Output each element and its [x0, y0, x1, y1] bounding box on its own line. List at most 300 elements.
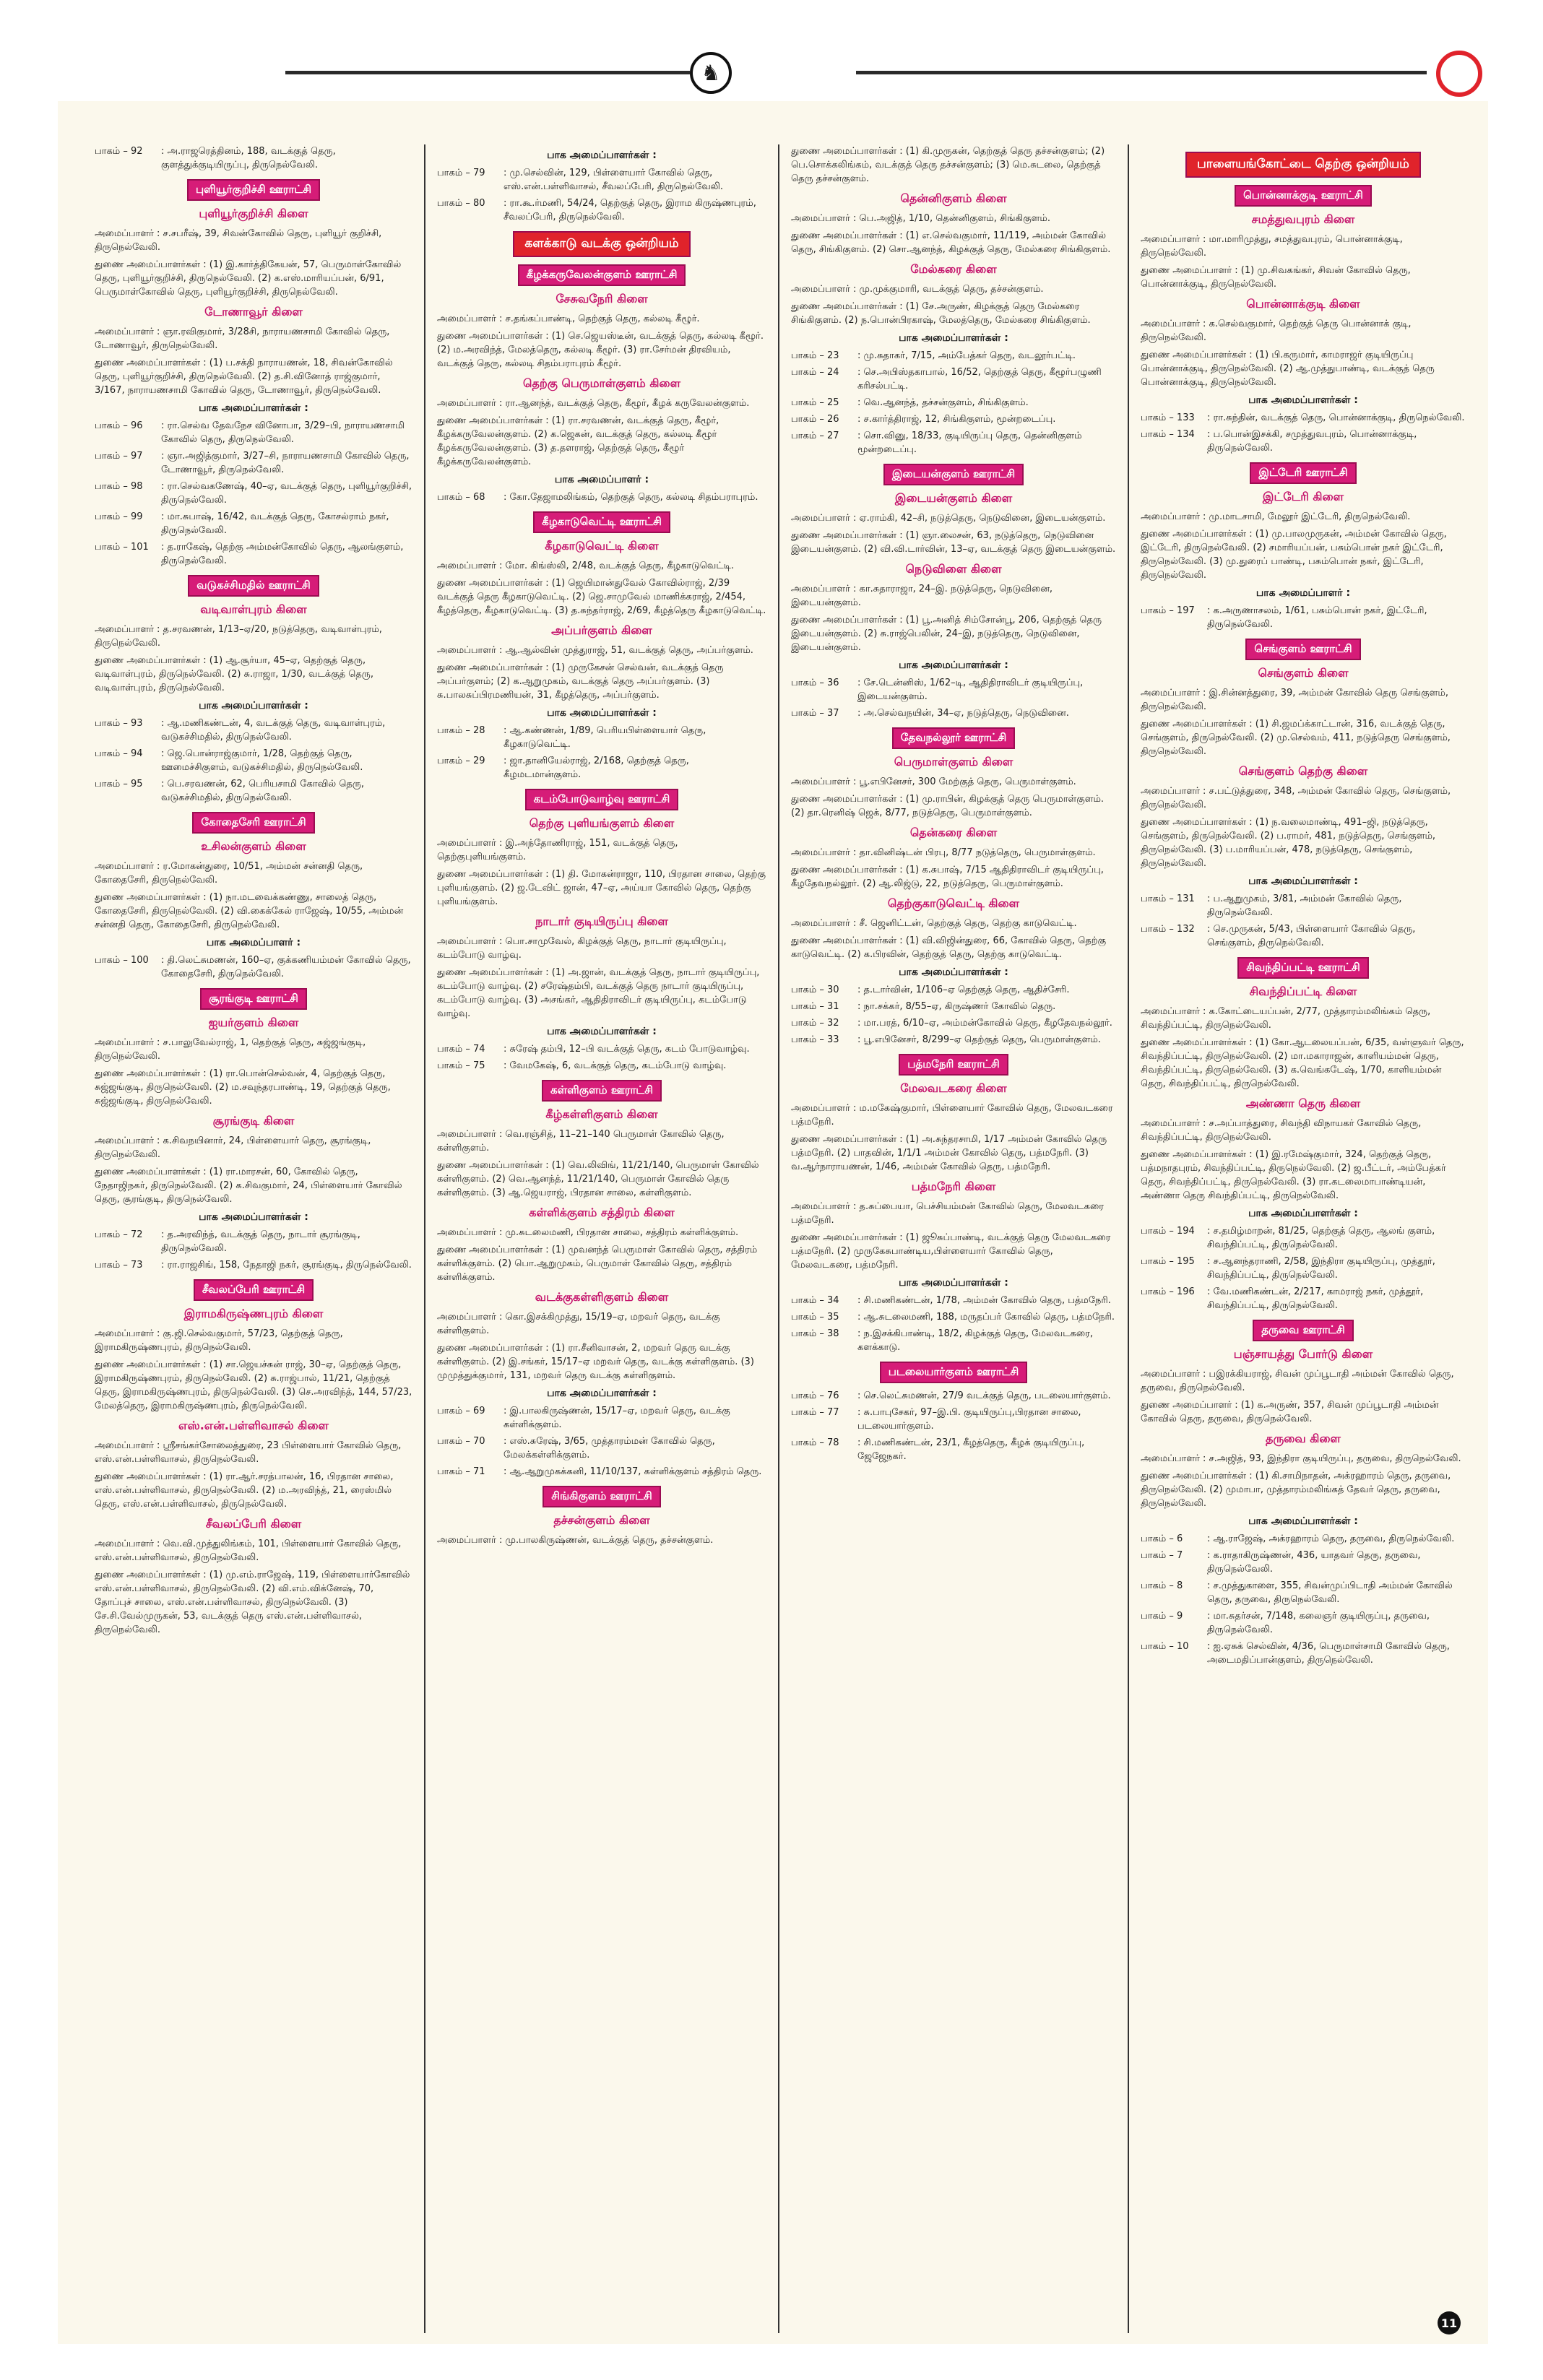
- part-row: [791, 1389, 1116, 1403]
- deputy-organisers-entry: துணை அமைப்பாளர்கள் : (1) முவனந்த் பெருமாள் கோவில் தெரு, சத்திரம் கள்ளிக்குளம். (2) பொ.ஆறுமுகம், பெருமாள் கோவில் தெரு, சத்திரம் கள்ளிக்குளம்.: [437, 1245, 758, 1283]
- part-detail: : க.அருணாசலம், 1/61, பசும்பொன் நகர், இட்டேரி, திருநெல்வேலி.: [1207, 605, 1427, 630]
- part-detail: : மு.செல்வின், 129, பிள்ளையார் கோவில் தெரு, எஸ்.என்.பள்ளிவாசல், சீவலப்பேரி, திருநெல்வேலி.: [503, 168, 724, 192]
- panchayat-badge: சூரங்குடி ஊராட்சி: [200, 988, 307, 1010]
- part-number: பாகம் – 68: [437, 492, 485, 503]
- organiser-entry: அமைப்பாளர் : இ.சின்னத்துரை, 39, அம்மன் கோவில் தெரு செங்குளம், திருநெல்வேலி.: [1141, 688, 1448, 712]
- part-number: பாகம் – 29: [437, 756, 485, 766]
- branch-title: பெருமாள்குளம் கிளை: [894, 755, 1013, 769]
- union-badge: பாளையங்கோட்டை தெற்கு ஒன்றியம்: [1185, 152, 1421, 178]
- organiser-entry: அமைப்பாளர் : ர.மோகன்துரை, 10/51, அம்மன் சன்னதி தெரு, கோதைசேரி, திருநெல்வேலி.: [95, 861, 363, 886]
- part-organisers-heading: பாக அமைப்பாளர்கள் :: [1248, 1515, 1358, 1527]
- panchayat-badge: பத்மநேரி ஊராட்சி: [899, 1054, 1008, 1076]
- part-detail: : ரா.செல்வ தேவநேச வினோபா, 3/29–பி, நாராயணசாமி கோவில் தெரு, திருநெல்வேலி.: [161, 420, 405, 445]
- part-detail: : ஐ.ஏசுக் செல்வின், 4/36, பெருமாள்சாமி கோவில் தெரு, அடைமதிப்பான்குளம், திருநெல்வேலி.: [1207, 1641, 1450, 1666]
- page-header: [0, 0, 1543, 101]
- deputy-organisers-entry: துணை அமைப்பாளர்கள் : (1) நா.மடவைக்கண்ணு, சாலைத் தெரு, கோதைசேரி, திருநெல்வேலி. (2) வி.கைக்கேல் ராஜேஷ், 10/55, அம்மன் சன்னதி தெரு, கோதைசேரி, திருநெல்வேலி.: [95, 892, 404, 930]
- part-number: பாகம் – 7: [1141, 1550, 1183, 1561]
- branch-title: இட்டேரி கிளை: [1262, 490, 1344, 503]
- part-organisers-heading: பாக அமைப்பாளர்கள் :: [1248, 394, 1358, 406]
- part-row: [791, 676, 1116, 704]
- deputy-organisers-entry: துணை அமைப்பாளர்கள் : (1) அ.ஜான், வடக்குத் தெரு, நாடார் குடியிருப்பு, கடம்போடு வாழ்வு. (2) சரேஷ்தம்பி, வடக்குத் தெரு நாடார் குடியிருப்பு, கடம்போடு வாழ்வு. (3) அசங்கர், ஆதிதிராவிடர் குடியிருப்பு, கடம்போடு வாழ்வு.: [437, 967, 760, 1019]
- deputy-organisers-entry: துணை அமைப்பாளர்கள் : (1) முருகேசன் செல்வன், வடக்குத் தெரு அப்பர்குளம்; (2) க.ஆறுமுகம், வடக்குத் தெரு அப்பர்குளம். (3) சு.பாலசுப்பிரமணியன், 31, கீழத்தெரு, அப்பர்குளம்.: [437, 662, 724, 701]
- panchayat-badge: கீழகாடுவெட்டி ஊராட்சி: [533, 511, 670, 533]
- organiser-entry: அமைப்பாளர் : மு.பாலகிருஷ்ணன், வடக்குத் தெரு, தச்சன்குளம்.: [437, 1535, 714, 1546]
- part-number: பாகம் – 8: [1141, 1580, 1183, 1591]
- panchayat-badge: பொன்னாக்குடி ஊராட்சி: [1235, 185, 1372, 207]
- union-badge: களக்காடு வடக்கு ஒன்றியம்: [513, 231, 690, 257]
- part-number: பாகம் – 34: [791, 1295, 839, 1306]
- part-detail: : எஸ்.சுரேஷ், 3/65, முத்தாரம்மன் கோவில் தெரு, மேலக்கள்ளிக்குளம்.: [503, 1436, 715, 1461]
- organiser-entry: அமைப்பாளர் : ஏ.ராம்கி, 42–சி, நடுத்தெரு, நெடுவினை, இடையன்குளம்.: [791, 513, 1106, 524]
- part-detail: : தி.லெட்சுமணன், 160–ஏ, குக்கணியம்மன் கோவில் தெரு, கோதைசேரி, திருநெல்வேலி.: [161, 955, 411, 979]
- panchayat-badge: வடுகச்சிமதில் ஊராட்சி: [188, 575, 319, 597]
- red-ring-icon: [1436, 51, 1482, 97]
- column-4: [1128, 144, 1477, 2333]
- part-row: [95, 540, 412, 568]
- part-detail: : ஜெ.பொன்ராஜ்குமார், 1/28, தெற்குத் தெரு, ஊமைச்சிகுளம், வடுகச்சிமதில், திருநெல்வேலி.: [161, 748, 363, 773]
- panchayat-badge: தேவநல்லூர் ஊராட்சி: [892, 727, 1015, 749]
- deputy-organisers-entry: துணை அமைப்பாளர்கள் : (1) கி.முருகன், தெற்குத் தெரு தச்சன்குளம்; (2) பெ.சொக்கலிங்கம், வடக்குத் தெரு தச்சன்குளம்; (3) மெ.சுடலை, தெற்குத் தெரு தச்சன்குளம்.: [791, 146, 1105, 184]
- organiser-entry: அமைப்பாளர் : பஇரக்கியராஜ், சிவன் முப்பூடாதி அம்மன் கோவில் தெரு, தருவை, திருநெல்வேலி.: [1141, 1369, 1454, 1393]
- part-number: பாகம் – 97: [95, 451, 143, 462]
- part-number: பாகம் – 78: [791, 1437, 839, 1448]
- part-row: [791, 1000, 1116, 1013]
- branch-title: சீவலப்பேரி கிளை: [205, 1517, 302, 1531]
- branch-title: சமத்துவபுரம் கிளை: [1251, 212, 1355, 226]
- organiser-entry: அமைப்பாளர் : த.சுப்பையா, பெச்சியம்மன் கோவில் தெரு, மேலவடகரை பத்மநேரி.: [791, 1201, 1104, 1226]
- deputy-organisers-entry: துணை அமைப்பாளர் : (1) க.அருண், 357, சிவன் முப்பூடாதி அம்மன் கோவில் தெரு, தருவை, திருநெல்வேலி.: [1141, 1400, 1439, 1424]
- part-number: பாகம் – 76: [791, 1390, 839, 1401]
- part-detail: : ரா.கூ.ர்மணி, 54/24, தெற்குத் தெரு, இராம கிருஷ்ணபுரம், சீவலப்பேரி, திருநெல்வேலி.: [503, 198, 756, 222]
- organiser-entry: அமைப்பாளர் : ச.பட்டுத்துரை, 348, அம்மன் கோவில் தெரு, செங்குளம், திருநெல்வேலி.: [1141, 786, 1451, 810]
- part-detail: : ஆ.கண்ணன், 1/89, பெரியபிள்ளையார் தெரு, கீழகாடுவெட்டி.: [503, 725, 706, 750]
- part-detail: : சி.மணிகண்டன், 1/78, அம்மன் கோவில் தெரு, பத்மநேரி.: [857, 1295, 1111, 1306]
- organiser-entry: அமைப்பாளர் : இ.அந்தோணிராஜ், 151, வடக்குத் தெரு, தெற்குபுளியங்குளம்.: [437, 838, 678, 862]
- part-row: [791, 1033, 1116, 1047]
- deputy-organisers-entry: துணை அமைப்பாளர்கள் : (1) மு.ராபின், கிழக்குத் தெரு பெருமாள்குளம். (2) தா.ரெனிஷ் ஜெக், 8/77, நடுத்தெரு, பெருமாள்குளம்.: [791, 794, 1105, 818]
- part-number: பாகம் – 134: [1141, 429, 1195, 440]
- part-detail: : செ.லெட்சுமணன், 27/9 வடக்குத் தெரு, படலையார்குளம்.: [857, 1390, 1111, 1401]
- branch-title: அப்பர்குளம் கிளை: [551, 623, 652, 637]
- part-detail: : அ.செல்வநயின், 34–ஏ, நடுத்தெரு, நெடுவினை.: [857, 708, 1069, 719]
- branch-title: இடையன்குளம் கிளை: [894, 491, 1013, 505]
- part-number: பாகம் – 27: [791, 430, 839, 441]
- part-number: பாகம் – 195: [1141, 1256, 1195, 1267]
- organiser-entry: அமைப்பாளர் : க.சிவநயினார், 24, பிள்ளையார் தெரு, சூரங்குடி, திருநெல்வேலி.: [95, 1135, 371, 1160]
- part-detail: : ச.தமிழ்மாறன், 81/25, தெற்குத் தெரு, ஆலங் குளம், சிவந்திப்பட்டி, திருநெல்வேலி.: [1207, 1226, 1435, 1250]
- header-rule-left: [285, 71, 690, 74]
- branch-title: வடிவாள்புரம் கிளை: [200, 602, 307, 616]
- elephant-logo-icon: ♞: [690, 52, 732, 94]
- panchayat-badge: சிவந்திப்பட்டி ஊராட்சி: [1237, 957, 1369, 979]
- panchayat-badge: இடையன்குளம் ஊராட்சி: [883, 464, 1024, 485]
- part-detail: : சொ.வினு, 18/33, குடியிருப்பு தெரு, தென்னிகுளம் மூன்றடைப்பு.: [857, 430, 1082, 455]
- part-row: [1141, 922, 1466, 950]
- branch-title: தருவை கிளை: [1266, 1432, 1341, 1445]
- branch-title: டோணாவூர் கிளை: [204, 305, 303, 319]
- deputy-organisers-entry: துணை அமைப்பாளர்கள் : (1) கோ.ஆடலையப்பன், 6/35, வள்ளுவர் தெரு, சிவந்திப்பட்டி, திருநெல்வேலி. (2) மா.மகாராஜன், காளியம்மன் தெரு, சிவந்திப்பட்டி, திருநெல்வேலி. (3) க.வெங்கடேஷ், 1/70, காளியம்மன் தெரு, சிவந்திப்பட்டி, திருநெல்வேலி.: [1141, 1037, 1464, 1089]
- organiser-entry: அமைப்பாளர் : ஆ.ஆல்வின் முத்துராஜ், 51, வடக்குத் தெரு, அப்பர்குளம்.: [437, 645, 753, 656]
- branch-title: செங்குளம் தெற்கு கிளை: [1238, 764, 1368, 778]
- part-row: [1141, 1224, 1466, 1252]
- branch-title: தெற்குகாடுவெட்டி கிளை: [887, 896, 1020, 910]
- part-organisers-heading: பாக அமைப்பாளர்கள் :: [199, 1211, 308, 1223]
- column-1: [83, 144, 424, 2333]
- part-number: பாகம் – 100: [95, 955, 149, 966]
- branch-title: கீழகாடுவெட்டி கிளை: [545, 539, 659, 553]
- part-row: [1141, 604, 1466, 631]
- part-number: பாகம் – 6: [1141, 1533, 1183, 1544]
- panchayat-badge: கோதைசேரி ஊராட்சி: [192, 812, 314, 834]
- part-detail: : சே.டென்னிஸ், 1/62–டி, ஆதிதிராவிடர் குடியிருப்பு, இடையன்குளம்.: [857, 678, 1084, 702]
- organiser-entry: அமைப்பாளர் : க.கோட்டையப்பன், 2/77, முத்தாரம்மலிங்கம் தெரு, சிவந்திப்பட்டி, திருநெல்வேலி.: [1141, 1006, 1431, 1031]
- part-detail: : ப.ஆறுமுகம், 3/81, அம்மன் கோவில் தெரு, திருநெல்வேலி.: [1207, 893, 1402, 918]
- part-number: பாகம் – 70: [437, 1436, 485, 1447]
- branch-title: புளியூர்குறிச்சி கிளை: [199, 207, 308, 220]
- part-detail: : சி.மணிகண்டன், 23/1, கீழத்தெரு, கீழக் குடியிருப்பு, ஜேஜேநகர்.: [857, 1437, 1085, 1462]
- branch-title: அண்ணா தெரு கிளை: [1245, 1096, 1361, 1110]
- organiser-entry: அமைப்பாளர் : ச.தங்கப்பாண்டி, தெற்குத் தெரு, கல்லடி கீழூர்.: [437, 313, 700, 324]
- part-number: பாகம் – 26: [791, 414, 839, 425]
- part-row: [437, 1404, 766, 1432]
- part-detail: : த.டார்வின், 1/106–ஏ தெற்குத் தெரு, ஆதிச்சேரி.: [857, 985, 1070, 995]
- part-number: பாகம் – 196: [1141, 1286, 1195, 1297]
- part-detail: : ஆ.சுடலைமணி, 188, மருதப்பர் கோவில் தெரு, பத்மநேரி.: [857, 1312, 1115, 1323]
- part-number: பாகம் – 101: [95, 542, 149, 553]
- part-number: பாகம் – 80: [437, 198, 485, 209]
- part-detail: : சு.பாபுசேகர், 97–இ.பி. குடியிருப்பு,பிரதான சாலை, படலையார்குளம்.: [857, 1407, 1081, 1432]
- page-number: 11: [1438, 2311, 1461, 2334]
- part-detail: : ஆ.மணிகண்டன், 4, வடக்குத் தெரு, வடிவாள்புரம், வடுகச்சிமதில், திருநெல்வேலி.: [161, 718, 386, 743]
- part-detail: : ரா.செல்வகணேஷ், 40–ஏ, வடக்குத் தெரு, புளியூர்குறிச்சி, திருநெல்வேலி.: [161, 481, 412, 506]
- organiser-entry: அமைப்பாளர் : மு.மாடசாமி, மேலூர் இட்டேரி, திருநெல்வேலி.: [1141, 511, 1411, 522]
- part-number: பாகம் – 38: [791, 1328, 839, 1339]
- panchayat-badge: படலையார்குளம் ஊராட்சி: [880, 1362, 1028, 1383]
- part-detail: : ந.இசக்கிபாண்டி, 18/2, கிழக்குத் தெரு, மேலவடகரை, களக்காடு.: [857, 1328, 1094, 1353]
- deputy-organisers-entry: துணை அமைப்பாளர்கள் : (1) செ.ஜெயஸ்டீன், வடக்குத் தெரு, கல்லடி கீழூர். (2) ம.அரவிந்த், மேலத்தெரு, கல்லடி கீழூர். (3) ரா.சேர்மன் திரவியம், வடக்குத் தெரு, கல்லடி சிதம்பராபுரம் கீழூர்.: [437, 331, 764, 369]
- part-row: [437, 196, 766, 224]
- part-detail: : ச.ஆனந்தராணி, 2/58, இந்திரா குடியிருப்பு, முத்தூர், சிவந்திப்பட்டி, திருநெல்வேலி.: [1207, 1256, 1435, 1281]
- part-detail: : ரா.ராஜசிங், 158, நேதாஜி நகர், சூரங்குடி, திருநெல்வேலி.: [161, 1260, 412, 1271]
- part-row: [95, 480, 412, 507]
- deputy-organisers-entry: துணை அமைப்பாளர்கள் : (1) ரா.சீனிவாசன், 2, மறவர் தெரு வடக்கு கள்ளிகுளம். (2) இ.சங்கர், 15/17–ஏ மறவர் தெரு, வடக்கு கள்ளிகுளம். (3) முமுத்துக்குமார், 131, மறவர் தெரு வடக்கு கள்ளிகுளம்.: [437, 1343, 754, 1381]
- part-row: [437, 1465, 766, 1479]
- column-2: [424, 144, 778, 2333]
- part-number: பாகம் – 98: [95, 481, 143, 492]
- part-row: [791, 349, 1116, 363]
- organiser-entry: அமைப்பாளர் : ச.அஜித், 93, இந்திரா குடியிருப்பு, தருவை, திருநெல்வேலி.: [1141, 1453, 1461, 1464]
- part-detail: : க.ராதாகிருஷ்ணன், 436, யாதவர் தெரு, தருவை, திருநெல்வேலி.: [1207, 1550, 1421, 1575]
- branch-title: கள்ளிக்குளம் சத்திரம் கிளை: [529, 1206, 675, 1219]
- part-detail: : இ.பாலகிருஷ்ணன், 15/17–ஏ, மறவர் தெரு, வடக்கு கள்ளிக்குளம்.: [503, 1406, 730, 1430]
- branch-title: பஞ்சாயத்து போர்டு கிளை: [1233, 1347, 1373, 1361]
- part-number: பாகம் – 95: [95, 779, 143, 789]
- part-number: பாகம் – 10: [1141, 1641, 1189, 1652]
- part-row: [437, 1435, 766, 1462]
- part-detail: : ச.கார்த்திராஜ், 12, சிங்கிகுளம், மூன்றடைப்பு.: [857, 414, 1056, 425]
- panchayat-badge: கீழக்கருவேலன்குளம் ஊராட்சி: [518, 264, 686, 286]
- part-row: [1141, 428, 1466, 455]
- part-detail: : வேமகேஷ், 6, வடக்குத் தெரு, கடம்போடு வாழ்வு.: [503, 1060, 727, 1071]
- part-row: [95, 1258, 412, 1272]
- part-row: [95, 449, 412, 477]
- part-detail: : நா.சக்கர், 8/55–ஏ, கிருஷ்ணர் கோவில் தெரு.: [857, 1001, 1056, 1012]
- part-row: [791, 429, 1116, 456]
- deputy-organisers-entry: துணை அமைப்பாளர்கள் : (1) இ.ரமேஷ்குமார், 324, தெற்குத் தெரு, பத்மநாதபுரம், சிவந்திப்பட்டி, திருநெல்வேலி. (2) ஜ.பீட்டர், அம்பேத்கர் தெரு, சிவந்திப்பட்டி, திருநெல்வேலி. (3) ரா.கடலைமாபாண்டியன், அண்ணா தெரு சிவந்திப்பட்டி, திருநெல்வேலி.: [1141, 1149, 1446, 1201]
- part-number: பாகம் – 69: [437, 1406, 485, 1416]
- part-row: [95, 144, 412, 172]
- organiser-entry: அமைப்பாளர் : தா.வினிஷ்டன் பிரபு, 8/77 நடுத்தெரு, பெருமாள்குளம்.: [791, 847, 1096, 858]
- branch-title: மேல்கரை கிளை: [910, 262, 997, 276]
- deputy-organisers-entry: துணை அமைப்பாளர்கள் : (1) ஞா.லைசன், 63, நடுத்தெரு, நெடுவினை இடையன்குளம். (2) வி.வி.டார்வின், 13–ஏ, வடக்குத் தெரு இடையன்குளம்.: [791, 530, 1116, 555]
- deputy-organisers-entry: துணை அமைப்பாளர்கள் : (1) ரா.சரவணன், வடக்குத் தெரு, கீழூர், கீழக்கருவேலன்குளம். (2) க.ஜெகன், வடக்குத் தெரு, கல்லடி கீழூர் கீழக்கருவேலன்குளம். (3) த.தளராஜ், தெற்குத் தெரு, கீழூர் கீழக்கருவேலன்குளம்.: [437, 415, 719, 467]
- deputy-organisers-entry: துணை அமைப்பாளர்கள் : (1) ப.சக்தி நாராயணன், 18, சிவன்கோவில் தெரு, புளியூர்குறிச்சி, திருநெல்வேலி. (2) த.சி.வினோத் ராஜ்குமார், 3/167, நாராயணசாமி கோவில் தெரு, டோணாவூர், திருநெல்வேலி.: [95, 358, 393, 396]
- branch-title: எஸ்.என்.பள்ளிவாசல் கிளை: [178, 1419, 329, 1432]
- part-row: [437, 754, 766, 782]
- part-number: பாகம் – 96: [95, 420, 143, 431]
- part-number: பாகம் – 71: [437, 1466, 485, 1477]
- deputy-organisers-entry: துணை அமைப்பாளர்கள் : (1) ரா.பொன்செல்வன், 4, தெற்குத் தெரு, சுஜ்ஜங்குடி, திருநெல்வேலி. (2) ம.சவுந்தரபாண்டி, 19, தெற்குத் தெரு, சுஜ்ஜங்குடி, திருநெல்வேலி.: [95, 1068, 391, 1107]
- organiser-entry: அமைப்பாளர் : ச.சபரீஷ், 39, சிவன்கோவில் தெரு, புளியூர் குறிச்சி, திருநெல்வேலி.: [95, 228, 382, 253]
- part-row: [791, 1016, 1116, 1030]
- part-number: பாகம் – 79: [437, 168, 485, 178]
- branch-title: பொன்னாக்குடி கிளை: [1246, 297, 1360, 311]
- branch-title: செங்குளம் கிளை: [1258, 666, 1349, 680]
- deputy-organisers-entry: துணை அமைப்பாளர்கள் : (1) ரா.ஆர்.சரத்பாலன், 16, பிரதான சாலை, எஸ்.என்.பள்ளிவாசல், திருநெல்வேலி. (2) ம.அரவிந்த், 21, ரைஸ்மில் தெரு, எஸ்.என்.பள்ளிவாசல், திருநெல்வேலி.: [95, 1471, 394, 1510]
- part-organisers-heading: பாக அமைப்பாளர்கள் :: [899, 966, 1008, 978]
- part-number: பாகம் – 99: [95, 511, 143, 522]
- part-number: பாகம் – 73: [95, 1260, 143, 1271]
- organiser-entry: அமைப்பாளர் : மு.முக்குமாரி, வடக்குத் தெரு, தச்சன்குளம்.: [791, 284, 1044, 295]
- panchayat-badge: சீவலப்பேரி ஊராட்சி: [194, 1279, 314, 1301]
- part-row: [437, 1059, 766, 1073]
- deputy-organisers-entry: துணை அமைப்பாளர்கள் : (1) சி.ஜமப்க்காட்டான், 316, வடக்குத் தெரு, செங்குளம், திருநெல்வேலி. (2) மு.செல்வம், 411, நடுத்தெரு செங்குளம், திருநெல்வேலி.: [1141, 719, 1451, 757]
- part-row: [95, 777, 412, 805]
- deputy-organisers-entry: துணை அமைப்பாளர்கள் : (1) தி. மோகன்ராஜா, 110, பிரதான சாலை, தெற்கு புளியங்குளம். (2) ஜ.டேவிட் ஜான், 47–ஏ, அய்யா கோவில் தெரு, தெற்கு புளியங்குளம்.: [437, 869, 766, 907]
- part-organisers-heading: பாக அமைப்பாளர்கள் :: [1248, 875, 1358, 887]
- branch-title: கீழ்கள்ளிகுளம் கிளை: [545, 1107, 658, 1121]
- part-number: பாகம் – 24: [791, 367, 839, 378]
- part-number: பாகம் – 94: [95, 748, 143, 759]
- part-row: [95, 510, 412, 537]
- part-organisers-heading: பாக அமைப்பாளர்கள் :: [199, 402, 308, 414]
- organiser-entry: அமைப்பாளர் : வெ.ரஞ்சித், 11–21–140 பெருமாள் கோவில் தெரு, கள்ளிகுளம்.: [437, 1129, 725, 1154]
- branch-title: தென்கரை கிளை: [909, 826, 998, 839]
- part-organisers-heading: பாக அமைப்பாளர்கள் :: [547, 1026, 657, 1037]
- part-row: [437, 166, 766, 194]
- part-row: [791, 983, 1116, 997]
- part-number: பாகம் – 92: [95, 146, 143, 157]
- part-organisers-heading: பாக அமைப்பாளர்கள் :: [899, 1277, 1008, 1289]
- part-number: பாகம் – 77: [791, 1407, 839, 1418]
- part-number: பாகம் – 133: [1141, 412, 1195, 423]
- organiser-entry: அமைப்பாளர் : கா.சுதாராஜா, 24–இ. நடுத்தெரு, நெடுவினை, இடையன்குளம்.: [791, 584, 1053, 608]
- part-detail: : ஆ.ராஜேஷ், அக்ரஹாரம் தெரு, தருவை, திருநெல்வேலி.: [1207, 1533, 1455, 1544]
- panchayat-badge: கள்ளிகுளம் ஊராட்சி: [542, 1080, 662, 1102]
- part-detail: : செ.முருகன், 5/43, பிள்ளையார் கோவில் தெரு, செங்குளம், திருநெல்வேலி.: [1207, 924, 1416, 948]
- part-row: [791, 396, 1116, 410]
- part-row: [791, 1436, 1116, 1463]
- part-detail: : வெ.ஆனந்த், தச்சன்குளம், சிங்கிகுளம்.: [857, 397, 1029, 408]
- organiser-entry: அமைப்பாளர் : சீ. ஜெனிட்டன், தெற்குத் தெரு, தெற்கு காடுவெட்டி.: [791, 918, 1077, 929]
- part-number: பாகம் – 72: [95, 1229, 143, 1240]
- organiser-entry: அமைப்பாளர் : மு.சுடலைமணி, பிரதான சாலை, சத்திரம் கள்ளிக்குளம்.: [437, 1227, 739, 1238]
- deputy-organisers-entry: துணை அமைப்பாளர்கள் : (1) ஜெயிமான்துவேல் கோவில்ராஜ், 2/39 வடக்குத் தெரு கீழகாடுவெட்டி. (2) ஜெ.சாமுவேல் மாணிக்கராஜ், 2/454, கீழத்தெரு, கீழகாடுவெட்டி. (3) த.சுந்தர்ராஜ், 2/69, கீழத்தெரு கீழகாடுவெட்டி.: [437, 578, 766, 616]
- part-detail: : பூ.எபினேசர், 8/299–ஏ தெற்குத் தெரு, பெருமாள்குளம்.: [857, 1034, 1101, 1045]
- deputy-organisers-entry: துணை அமைப்பாளர்கள் : (1) அ.சுந்தரசாமி, 1/17 அம்மன் கோவில் தெரு பத்மநேரி. (2) பாதவின், 1/1/1 அம்மன் கோவில் தெரு, பத்மநேரி. (3) வ.ஆர்நாராயணன், 1/46, அம்மன் கோவில் தெரு, பத்மநேரி.: [791, 1134, 1107, 1172]
- part-organisers-heading: பாக அமைப்பாளர் :: [554, 474, 649, 485]
- part-detail: : வே.மணிகண்டன், 2/217, காமராஜ் நகர், முத்தூர், சிவந்திப்பட்டி, திருநெல்வேலி.: [1207, 1286, 1424, 1311]
- part-detail: : ஜா.தானியேல்ராஜ், 2/168, தெற்குத் தெரு, கீழமடமான்குளம்.: [503, 756, 689, 780]
- part-row: [1141, 1532, 1466, 1546]
- deputy-organisers-entry: துணை அமைப்பாளர்கள் : (1) ரா.மாரசன், 60, கோவில் தெரு, நேதாஜிநகர், திருநெல்வேலி. (2) க.சிவகுமார், 24, பிள்ளையார் கோவில் தெரு, சூரங்குடி, திருநெல்வேலி.: [95, 1167, 402, 1205]
- part-row: [1141, 892, 1466, 919]
- part-row: [437, 1042, 766, 1056]
- part-number: பாகம் – 74: [437, 1044, 485, 1055]
- part-row: [791, 412, 1116, 426]
- part-detail: : மா.சுதர்சன், 7/148, கலைஞர் குடியிருப்பு, தருவை, திருநெல்வேலி.: [1207, 1611, 1430, 1635]
- part-row: [791, 706, 1116, 720]
- part-row: [95, 953, 412, 981]
- branch-title: தச்சன்குளம் கிளை: [553, 1513, 650, 1527]
- deputy-organisers-entry: துணை அமைப்பாளர்கள் : (1) ஜூசுப்பாண்டி, வடக்குத் தெரு மேலவடகரை பத்மநேரி. (2) முருகேசுபாண்டிய,பிள்ளையார் கோவில் தெரு, மேலவடகரை, பத்மநேரி.: [791, 1232, 1111, 1271]
- deputy-organisers-entry: துணை அமைப்பாளர்கள் : (1) சா.ஜெயச்சுன் ராஜ், 30–ஏ, தெற்குத் தெரு, இராமகிருஷ்ணபுரம், திருநெல்வேலி. (2) சு.ராஜ்பால், 11/21, தெற்குத் தெரு, இராமகிருஷ்ணபுரம், திருநெல்வேலி. (3) செ.அரவிந்த், 144, 57/23, மேலத்தெரு, இராமகிருஷ்ணபுரம், திருநெல்வேலி.: [95, 1359, 412, 1411]
- panchayat-badge: புளியூர்குறிச்சி ஊராட்சி: [187, 179, 320, 201]
- part-row: [791, 365, 1116, 393]
- part-row: [1141, 1609, 1466, 1637]
- branch-title: சேசுவநேரி கிளை: [556, 292, 648, 306]
- organiser-entry: அமைப்பாளர் : ச.பாலுவேல்ராஜ், 1, தெற்குத் தெரு, சுஜ்ஜங்குடி, திருநெல்வேலி.: [95, 1037, 366, 1062]
- part-row: [1141, 1255, 1466, 1282]
- organiser-entry: அமைப்பாளர் : ஸ்ரீசங்கர்சோலைத்துரை, 23 பிள்ளையார் கோவில் தெரு, எஸ்.என்.பள்ளிவாசல், திருநெல்வேலி.: [95, 1440, 402, 1465]
- branch-title: தெற்கு பெருமாள்குளம் கிளை: [522, 376, 680, 390]
- deputy-organisers-entry: துணை அமைப்பாளர்கள் : (1) ஆ.சூர்யா, 45–ஏ, தெற்குத் தெரு, வடிவாள்புரம், திருநெல்வேலி. (2) சு.ராஜா, 1/30, வடக்குத் தெரு, வடிவாள்புரம், திருநெல்வேலி.: [95, 655, 373, 693]
- part-number: பாகம் – 33: [791, 1034, 839, 1045]
- deputy-organisers-entry: துணை அமைப்பாளர்கள் : (1) கி.சாமிநாதன், அக்ரஹாரம் தெரு, தருவை, திருநெல்வேலி. (2) முமாபா, முத்தாரம்மலிங்கத் தேவர் தெரு, தருவை, திருநெல்வேலி.: [1141, 1471, 1451, 1509]
- part-row: [95, 419, 412, 446]
- deputy-organisers-entry: துணை அமைப்பாளர்கள் : (1) இ.கார்த்திகேயன், 57, பெருமாள்கோவில் தெரு, புளியூர்குறிச்சி, திருநெல்வேலி. (2) க.எஸ்.மாரியப்பன், 6/91, பெருமாள்கோவில் தெரு, புளியூர்குறிச்சி, திருநெல்வேலி.: [95, 259, 402, 298]
- panchayat-badge: இட்டேரி ஊராட்சி: [1250, 462, 1356, 484]
- part-detail: : ஞா.அஜித்குமார், 3/27–சி, நாராயணசாமி கோவில் தெரு, டோணாவூர், திருநெல்வேலி.: [161, 451, 410, 475]
- deputy-organisers-entry: துணை அமைப்பாளர்கள் : (1) மு.எம்.ராஜேஷ், 119, பிள்ளையார்கோவில் எஸ்.என்.பள்ளிவாசல், திருநெல்வேலி. (2) வி.எம்.விக்னேஷ், 70, தோப்புச் சாலை, எஸ்.என்.பள்ளிவாசல், திருநெல்வேலி. (3) சே.சி.வேல்முருகன், 53, வடக்குத் தெரு எஸ்.என்.பள்ளிவாசல், திருநெல்வேலி.: [95, 1570, 410, 1635]
- part-row: [1141, 1285, 1466, 1312]
- part-row: [791, 1294, 1116, 1307]
- part-organisers-heading: பாக அமைப்பாளர்கள் :: [547, 1388, 657, 1399]
- part-detail: : மு.சுதாகர், 7/15, அம்பேத்கர் தெரு, வடலூர்பட்டி.: [857, 350, 1076, 361]
- part-number: பாகம் – 30: [791, 985, 839, 995]
- part-organisers-heading: பாக அமைப்பாளர்கள் :: [547, 707, 657, 719]
- listing-columns: [83, 144, 1477, 2333]
- part-number: பாகம் – 25: [791, 397, 839, 408]
- organiser-entry: அமைப்பாளர் : பூ.எபினேசர், 300 மேற்குத் தெரு, பெருமாள்குளம்.: [791, 776, 1076, 787]
- deputy-organisers-entry: துணை அமைப்பாளர்கள் : (1) க.சுபாஷ், 7/15 ஆதிதிராவிடர் குடியிருப்பு, கீழதேவநல்லூர். (2) ஆ.லிஜ்டு, 22, நடுத்தெரு, பெருமாள்குளம்.: [791, 865, 1104, 889]
- branch-title: பத்மநேரி கிளை: [911, 1180, 996, 1193]
- part-number: பாகம் – 35: [791, 1312, 839, 1323]
- branch-title: நெடுவிளை கிளை: [905, 562, 1002, 576]
- part-row: [791, 1327, 1116, 1354]
- part-row: [437, 490, 766, 504]
- deputy-organisers-entry: துணை அமைப்பாளர் : (1) மு.சிவகங்கர், சிவன் கோவில் தெரு, பொன்னாக்குடி, திருநெல்வேலி.: [1141, 265, 1411, 290]
- panchayat-badge: செங்குளம் ஊராட்சி: [1245, 639, 1360, 660]
- part-detail: : பெ.சரவணன், 62, பெரியசாமி கோவில் தெரு, வடுகச்சிமதில், திருநெல்வேலி.: [161, 779, 365, 803]
- part-row: [95, 747, 412, 774]
- part-organisers-heading: பாக அமைப்பாளர் :: [1255, 587, 1351, 599]
- part-detail: : மா.பரத், 6/10–ஏ, அம்மன்கோவில் தெரு, கீழதேவநல்லூர்.: [857, 1018, 1112, 1029]
- part-detail: : அ.ராஜரெத்தினம், 188, வடக்குத் தெரு, குளத்துக்குடியிருப்பு, திருநெல்வேலி.: [161, 146, 336, 170]
- part-number: பாகம் – 23: [791, 350, 839, 361]
- part-detail: : செ.அபிஸ்தகாபால், 16/52, தெற்குத் தெரு, கீழூர்பழுணி கரிசல்பட்டி.: [857, 367, 1102, 391]
- column-3: [778, 144, 1128, 2333]
- branch-title: நாடார் குடியிருப்பு கிளை: [535, 914, 668, 928]
- part-number: பாகம் – 37: [791, 708, 839, 719]
- branch-title: சிவந்திப்பட்டி கிளை: [1249, 985, 1357, 998]
- organiser-entry: அமைப்பாளர் : த.சரவணன், 1/13–ஏ/20, நடுத்தெரு, வடிவாள்புரம், திருநெல்வேலி.: [95, 624, 382, 649]
- deputy-organisers-entry: துணை அமைப்பாளர்கள் : (1) ந.வலைமாண்டி, 491–ஜி, நடுத்தெரு, செங்குளம், திருநெல்வேலி. (2) ப.ராமர், 481, நடுத்தெரு, செங்குளம், திருநெல்வேலி. (3) ப.மாரியப்பன், 478, நடுத்தெரு, செங்குளம், திருநெல்வேலி.: [1141, 817, 1436, 869]
- part-row: [95, 717, 412, 744]
- part-number: பாகம் – 132: [1141, 924, 1195, 935]
- part-number: பாகம் – 9: [1141, 1611, 1183, 1622]
- organiser-entry: அமைப்பாளர் : பொ.சாமுவேல், கிழக்குத் தெரு, நாடார் குடியிருப்பு, கடம்போடு வாழ்வு.: [437, 936, 727, 961]
- part-row: [1141, 411, 1466, 425]
- deputy-organisers-entry: துணை அமைப்பாளர்கள் : (1) பி.கருமார், காமராஜர் குடியிருப்பு பொன்னாக்குடி, திருநெல்வேலி. (2) ஆ.முத்துபாண்டி, வடக்குத் தெரு பொன்னாக்குடி, திருநெல்வேலி.: [1141, 350, 1435, 388]
- part-number: பாகம் – 36: [791, 678, 839, 688]
- part-detail: : ச.முத்துகாளை, 355, சிவன்முப்பிடாதி அம்மன் கோவில் தெரு, தருவை, திருநெல்வேலி.: [1207, 1580, 1453, 1605]
- panchayat-badge: தருவை ஊராட்சி: [1253, 1320, 1354, 1341]
- deputy-organisers-entry: துணை அமைப்பாளர்கள் : (1) வி.விஜின்துரை, 66, கோவில் தெரு, தெற்கு காடுவெட்டி. (2) க.பிரவின், தெற்குத் தெரு, தெற்கு காடுவெட்டி.: [791, 935, 1107, 960]
- part-number: பாகம் – 197: [1141, 605, 1195, 616]
- part-row: [437, 724, 766, 751]
- part-number: பாகம் – 93: [95, 718, 143, 729]
- part-detail: : த.ராகேஷ், தெற்கு அம்மன்கோவில் தெரு, ஆலங்குளம், திருநெல்வேலி.: [161, 542, 404, 566]
- part-row: [95, 1228, 412, 1255]
- part-number: பாகம் – 31: [791, 1001, 839, 1012]
- organiser-entry: அமைப்பாளர் : ச.அப்பாத்துரை, சிவந்தி விநாயகர் கோவில் தெரு, சிவந்திப்பட்டி, திருநெல்வேலி.: [1141, 1118, 1422, 1143]
- part-number: பாகம் – 32: [791, 1018, 839, 1029]
- branch-title: இராமகிருஷ்ணபுரம் கிளை: [183, 1307, 324, 1320]
- part-organisers-heading: பாக அமைப்பாளர் :: [206, 937, 301, 948]
- panchayat-badge: சிங்கிகுளம் ஊராட்சி: [543, 1486, 660, 1507]
- deputy-organisers-entry: துணை அமைப்பாளர்கள் : (1) பூ.அனித் சிம்சோன்பூ, 206, தெற்குத் தெரு இடையன்குளம். (2) சு.ராஜ்பெலின், 24–இ, நடுத்தெரு, நெடுவினை, இடையன்குளம்.: [791, 615, 1102, 653]
- organiser-entry: அமைப்பாளர் : ம.மகேஷ்குமார், பிள்ளையார் கோவில் தெரு, மேலவடகரை பத்மநேரி.: [791, 1103, 1113, 1128]
- part-row: [1141, 1549, 1466, 1576]
- deputy-organisers-entry: துணை அமைப்பாளர்கள் : (1) சே.அருண், கிழக்குத் தெரு மேல்கரை சிங்கிகுளம். (2) ந.பொன்பிரகாஷ், மேலத்தெரு, மேல்கரை சிங்கிகுளம்.: [791, 301, 1091, 326]
- header-rule-right: [856, 71, 1427, 74]
- deputy-organisers-entry: துணை அமைப்பாளர்கள் : (1) வெ.லிவிங், 11/21/140, பெருமாள் கோவில் கள்ளிகுளம். (2) வெ.ஆனந்த், 11/21/140, பெருமாள் கோவில் தெரு கள்ளிகுளம். (3) ஆ.ஜெயராஜ், பிரதான சாலை, கள்ளிகுளம்.: [437, 1160, 759, 1198]
- part-number: பாகம் – 28: [437, 725, 485, 736]
- organiser-entry: அமைப்பாளர் : பெ.அஜித், 1/10, தென்னிகுளம், சிங்கிகுளம்.: [791, 213, 1050, 224]
- branch-title: தென்னிகுளம் கிளை: [900, 191, 1007, 205]
- deputy-organisers-entry: துணை அமைப்பாளர்கள் : (1) மு.பாலமுருகன், அம்மன் கோவில் தெரு, இட்டேரி, திருநெல்வேலி. (2) சமாரியப்பன், பசும்பொன் நகர் இட்டேரி, திருநெல்வேலி. (3) மு.துரைப் பாண்டி, பசும்பொன் நகர், இட்டேரி, திருநெல்வேலி.: [1141, 529, 1447, 581]
- part-organisers-heading: பாக அமைப்பாளர்கள் :: [1248, 1208, 1358, 1219]
- branch-title: மேலவடகரை கிளை: [900, 1081, 1007, 1095]
- part-organisers-heading: பாக அமைப்பாளர்கள் :: [199, 700, 308, 711]
- branch-title: தெற்கு புளியங்குளம் கிளை: [529, 816, 675, 830]
- branch-title: சூரங்குடி கிளை: [212, 1114, 295, 1128]
- part-number: பாகம் – 75: [437, 1060, 485, 1071]
- organiser-entry: அமைப்பாளர் : மோ. கிங்ஸ்லி, 2/48, வடக்குத் தெரு, கீழகாடுவெட்டி.: [437, 561, 735, 571]
- panchayat-badge: கடம்போடுவாழ்வு ஊராட்சி: [525, 789, 679, 810]
- part-row: [791, 1406, 1116, 1433]
- branch-title: வடக்குகள்ளிகுளம் கிளை: [535, 1290, 669, 1304]
- part-detail: : ரா.சுந்தின், வடக்குத் தெரு, பொன்னாக்குடி, திருநெல்வேலி.: [1207, 412, 1465, 423]
- organiser-entry: அமைப்பாளர் : ஞா.ரவிகுமார், 3/28சி, நாராயணசாமி கோவில் தெரு, டோணாவூர், திருநெல்வேலி.: [95, 326, 390, 351]
- part-organisers-heading: பாக அமைப்பாளர்கள் :: [547, 150, 657, 161]
- organiser-entry: அமைப்பாளர் : ரா.ஆனந்த், வடக்குத் தெரு, கீழூர், கீழக் கருவேலன்குளம்.: [437, 398, 750, 409]
- part-detail: : கோ.தேஜாமலிங்கம், தெற்குத் தெரு, கல்லடி சிதம்பராபுரம்.: [503, 492, 758, 503]
- deputy-organisers-entry: துணை அமைப்பாளர்கள் : (1) எ.செல்வகுமார், 11/119, அம்மன் கோவில் தெரு, சிங்கிகுளம். (2) சொ.ஆனந்த், கிழக்குத் தெரு, மேல்கரை சிங்கிகுளம்.: [791, 230, 1111, 255]
- part-row: [791, 1310, 1116, 1324]
- organiser-entry: அமைப்பாளர் : வெ.வி.முத்துலிங்கம், 101, பிள்ளையார் கோவில் தெரு, எஸ்.என்.பள்ளிவாசல், திருநெல்வேலி.: [95, 1539, 402, 1563]
